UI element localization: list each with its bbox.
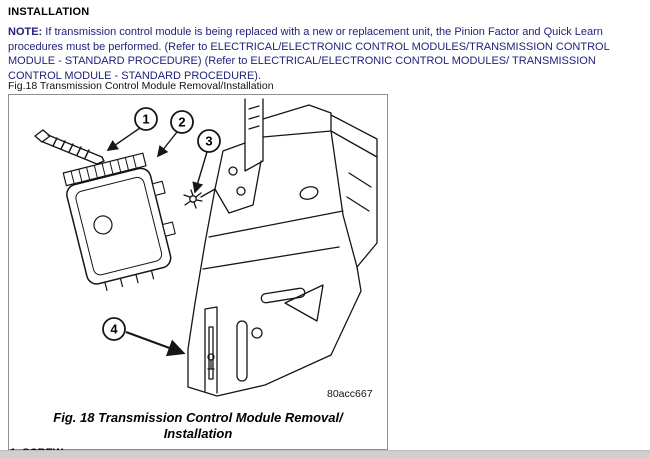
callout-4-number: 4 xyxy=(110,321,118,337)
figure-caption-line2: Installation xyxy=(163,426,233,441)
note-paragraph xyxy=(8,25,644,83)
figure-caption-line1: Fig. 18 Transmission Control Module Removal/ xyxy=(53,410,343,425)
figure-frame xyxy=(8,94,388,450)
callout-1-number: 1 xyxy=(142,111,150,127)
figure-caption xyxy=(9,410,387,442)
leader-3 xyxy=(195,152,207,192)
callout-2 xyxy=(171,111,193,133)
figure-illustration xyxy=(9,95,385,409)
horizontal-scrollbar[interactable] xyxy=(0,450,650,458)
leader-4 xyxy=(126,332,183,353)
figure-label: Fig.18 Transmission Control Module Removal/Installation xyxy=(8,80,274,92)
note-text: If transmission control module is being replaced with a new or replacement unit, the Pinion Factor and Quick Learn procedures must be performed. (Refer to ELECTRICAL/ELECTRONIC CONTROL MODULES/TRANSMISSION CONTROL MODULE - STANDARD PROCEDURE) (Refer to ELECTRICAL/ELECTRONIC CONTROL MODULES/ TRANSMISSION CONTROL MODULE - STANDARD PROCEDURE). xyxy=(8,26,610,82)
callout-3-number: 3 xyxy=(205,133,213,149)
section-heading: INSTALLATION xyxy=(8,6,90,18)
retainer-clip-illustration xyxy=(184,190,202,208)
tcm-module-illustration xyxy=(61,150,184,295)
callout-3 xyxy=(198,130,220,152)
callout-1 xyxy=(135,108,157,130)
callout-4 xyxy=(103,318,125,340)
leader-2 xyxy=(158,132,177,156)
leader-1 xyxy=(108,128,140,150)
callout-2-number: 2 xyxy=(178,114,186,130)
note-label: NOTE: xyxy=(8,26,43,38)
screw-illustration xyxy=(35,130,104,164)
figure-code: 80acc667 xyxy=(327,388,373,400)
